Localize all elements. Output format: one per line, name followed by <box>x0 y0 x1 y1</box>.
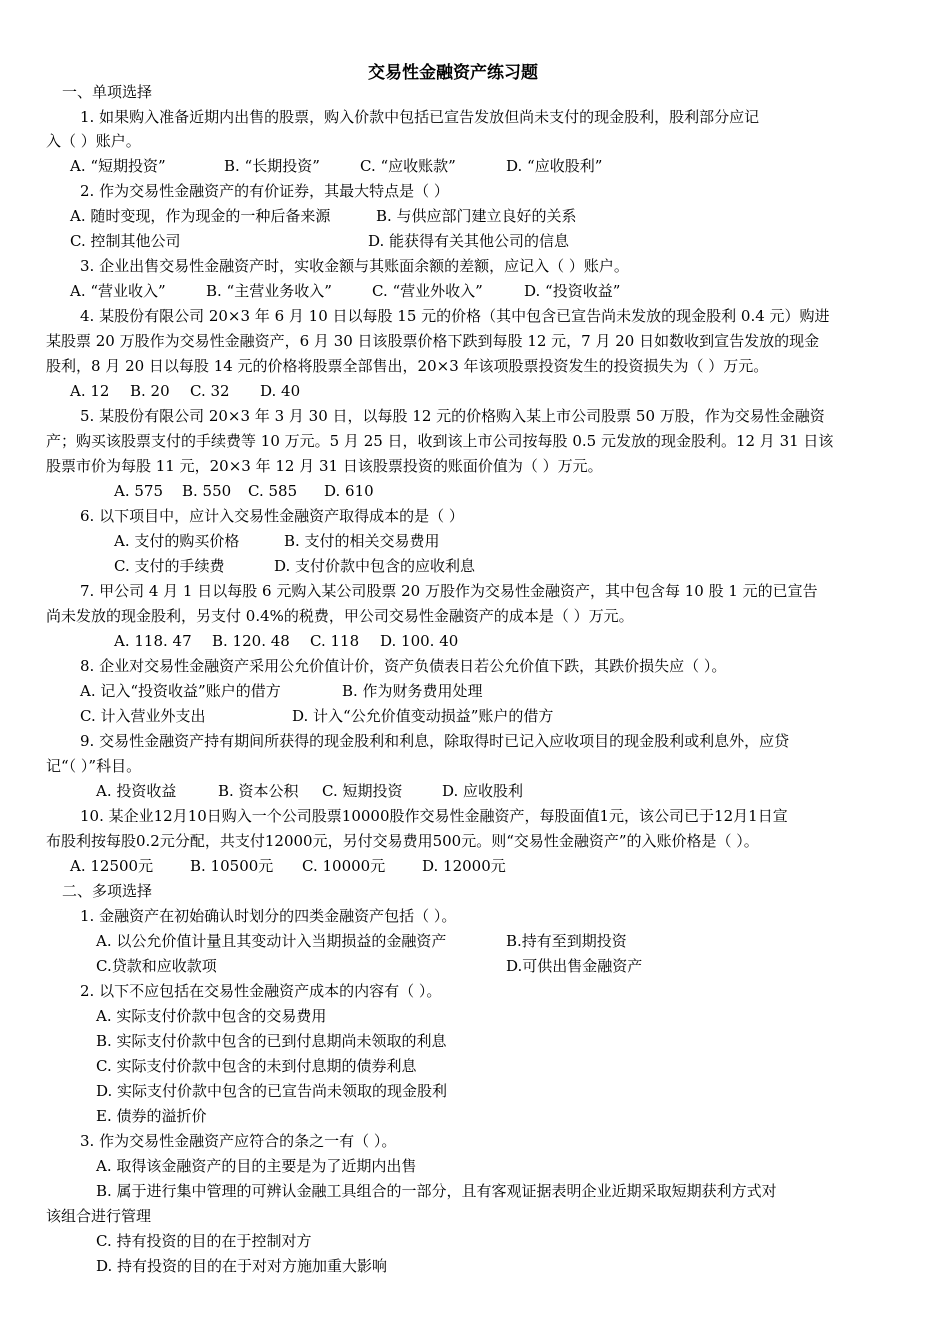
option-d: D. 应收股利 <box>442 782 524 800</box>
option-b: B. “长期投资” <box>224 157 320 175</box>
question-8-options-row2 <box>80 706 553 726</box>
question-10-text: 10. 某企业12月10日购入一个公司股票10000股作交易性金融资产，每股面值1元，该公司已于12月1日宣 <box>80 807 788 825</box>
question-2-options-row2 <box>70 231 569 251</box>
option-d: D. “应收股利” <box>506 157 603 175</box>
option-d: D. 持有投资的目的在于对对方施加重大影响 <box>96 1257 388 1275</box>
option-a: A. 随时变现，作为现金的一种后备来源 <box>70 207 331 225</box>
option-a: A. 投资收益 <box>96 782 177 800</box>
option-c: C. 计入营业外支出 <box>80 707 206 725</box>
question-6-text: 6. 以下项目中，应计入交易性金融资产取得成本的是（ ） <box>80 507 464 525</box>
option-b: B. 与供应部门建立良好的关系 <box>376 207 577 225</box>
option-d: D. 实际支付价款中包含的已宣告尚未领取的现金股利 <box>96 1082 448 1100</box>
question-3-text: 3. 企业出售交易性金融资产时，实收金额与其账面余额的差额，应记入（ ）账户。 <box>80 257 629 275</box>
question-1-text-cont: 入（ ）账户。 <box>46 132 141 150</box>
question-5-options <box>114 481 374 501</box>
option-a: A. 以公允价值计量且其变动计入当期损益的金融资产 <box>96 932 447 950</box>
option-b: B. “主营业务收入” <box>206 282 332 300</box>
question-5-text: 5. 某股份有限公司 20×3 年 3 月 30 日，以每股 12 元的价格购入某上市公司股票 50 万股，作为交易性金融资 <box>80 407 825 425</box>
multi-question-1-text: 1. 金融资产在初始确认时划分的四类金融资产包括（ ）。 <box>80 907 457 925</box>
question-10-text-cont: 布股利按每股0.2元分配，共支付12000元，另付交易费用500元。则“交易性金融资产”的入账价格是（ ）。 <box>46 832 759 850</box>
question-7-options <box>114 631 458 651</box>
option-a: A. 记入“投资收益”账户的借方 <box>80 682 281 700</box>
option-c: C. 短期投资 <box>322 782 403 800</box>
option-c: C. 实际支付价款中包含的未到付息期的债券利息 <box>96 1057 417 1075</box>
option-b: B. 作为财务费用处理 <box>342 682 483 700</box>
question-9-text: 9. 交易性金融资产持有期间所获得的现金股利和利息，除取得时已记入应收项目的现金股利或利息外，应贷 <box>80 732 790 750</box>
question-5-text-cont: 产；购买该股票支付的手续费等 10 万元。5 月 25 日，收到该上市公司按每股 0.5 元发放的现金股利。12 月 31 日该 <box>46 432 834 450</box>
question-4-text-cont: 股利，8 月 20 日以每股 14 元的价格将股票全部售出，20×3 年该项股票投资发生的投资损失为（ ）万元。 <box>46 357 769 375</box>
option-c: C. “应收账款” <box>360 157 456 175</box>
option-c: C. “营业外收入” <box>372 282 483 300</box>
question-4-text-cont: 某股票 20 万股作为交易性金融资产，6 月 30 日该股票价格下跌到每股 12 元，7 月 20 日如数收到宣告发放的现金 <box>46 332 820 350</box>
question-4-text: 4. 某股份有限公司 20×3 年 6 月 10 日以每股 15 元的价格（其中包含已宣告尚未发放的现金股利 0.4 元）购进 <box>80 307 830 325</box>
question-2-options-row1 <box>70 206 577 226</box>
option-a: A. 575 <box>114 482 163 500</box>
option-b: B. 资本公积 <box>218 782 299 800</box>
option-d: D. 能获得有关其他公司的信息 <box>368 232 570 250</box>
option-b: B. 550 <box>182 482 232 500</box>
option-c: C. 支付的手续费 <box>114 557 225 575</box>
question-1-text: 1. 如果购入准备近期内出售的股票，购入价款中包括已宣告发放但尚未支付的现金股利，股利部分应记 <box>80 108 760 126</box>
option-d: D. 40 <box>260 382 301 400</box>
question-6-options-row2 <box>114 556 475 576</box>
option-c: C. 585 <box>248 482 298 500</box>
option-c: C. 32 <box>190 382 230 400</box>
question-10-options <box>70 856 506 876</box>
option-a: A. 支付的购买价格 <box>114 532 240 550</box>
option-d: D. 支付价款中包含的应收利息 <box>274 557 476 575</box>
option-a: A. 12500元 <box>70 857 154 875</box>
question-8-text: 8. 企业对交易性金融资产采用公允价值计价，资产负债表日若公允价值下跌，其跌价损失应（ ）。 <box>80 657 727 675</box>
option-c: C. 控制其他公司 <box>70 232 181 250</box>
option-a: A. 实际支付价款中包含的交易费用 <box>96 1007 327 1025</box>
question-6-options-row1 <box>114 531 440 551</box>
option-c: C. 10000元 <box>302 857 386 875</box>
question-5-text-cont: 股票市价为每股 11 元，20×3 年 12 月 31 日该股票投资的账面价值为（ ）万元。 <box>46 457 603 475</box>
option-b: B.持有至到期投资 <box>506 932 627 950</box>
question-7-text: 7. 甲公司 4 月 1 日以每股 6 元购入某公司股票 20 万股作为交易性金融资产，其中包含每 10 股 1 元的已宣告 <box>80 582 818 600</box>
option-d: D. 100. 40 <box>380 632 459 650</box>
option-a: A. “短期投资” <box>70 157 166 175</box>
option-b: B. 120. 48 <box>212 632 290 650</box>
question-7-text-cont: 尚未发放的现金股利，另支付 0.4%的税费，甲公司交易性金融资产的成本是（ ）万元。 <box>46 607 634 625</box>
option-d: D. “投资收益” <box>524 282 621 300</box>
option-b: B. 实际支付价款中包含的已到付息期尚未领取的利息 <box>96 1032 447 1050</box>
option-b-cont: 该组合进行管理 <box>46 1207 152 1225</box>
section-heading-multiple-choice: 二、多项选择 <box>62 882 153 900</box>
question-1-options <box>70 156 602 176</box>
option-b: B. 10500元 <box>190 857 274 875</box>
question-3-options <box>70 281 620 301</box>
option-b: B. 支付的相关交易费用 <box>284 532 440 550</box>
question-2-text: 2. 作为交易性金融资产的有价证券，其最大特点是（ ） <box>80 182 449 200</box>
option-e: E. 债券的溢折价 <box>96 1107 207 1125</box>
question-9-options <box>96 781 523 801</box>
option-a: A. “营业收入” <box>70 282 166 300</box>
option-d: D.可供出售金融资产 <box>506 957 643 975</box>
option-c: C. 持有投资的目的在于控制对方 <box>96 1232 312 1250</box>
multi-question-1-options-row2 <box>96 956 642 976</box>
option-b: B. 属于进行集中管理的可辨认金融工具组合的一部分，且有客观证据表明企业近期采取短期获利方式对 <box>96 1182 777 1200</box>
section-heading-single-choice: 一、单项选择 <box>62 83 153 101</box>
question-4-options <box>70 381 300 401</box>
multi-question-2-text: 2. 以下不应包括在交易性金融资产成本的内容有（ ）。 <box>80 982 442 1000</box>
option-d: D. 12000元 <box>422 857 506 875</box>
multi-question-1-options-row1 <box>96 931 627 951</box>
option-b: B. 20 <box>130 382 170 400</box>
multi-question-3-text: 3. 作为交易性金融资产应符合的条之一有（ ）。 <box>80 1132 397 1150</box>
option-a: A. 118. 47 <box>114 632 192 650</box>
option-d: D. 610 <box>324 482 374 500</box>
question-8-options-row1 <box>80 681 483 701</box>
page-title: 交易性金融资产练习题 <box>368 63 538 83</box>
option-c: C. 118 <box>310 632 360 650</box>
option-a: A. 取得该金融资产的目的主要是为了近期内出售 <box>96 1157 417 1175</box>
option-d: D. 计入“公允价值变动损益”账户的借方 <box>292 707 554 725</box>
option-a: A. 12 <box>70 382 110 400</box>
option-c: C.贷款和应收款项 <box>96 957 217 975</box>
question-9-text-cont: 记“（ ）”科目。 <box>46 757 142 775</box>
